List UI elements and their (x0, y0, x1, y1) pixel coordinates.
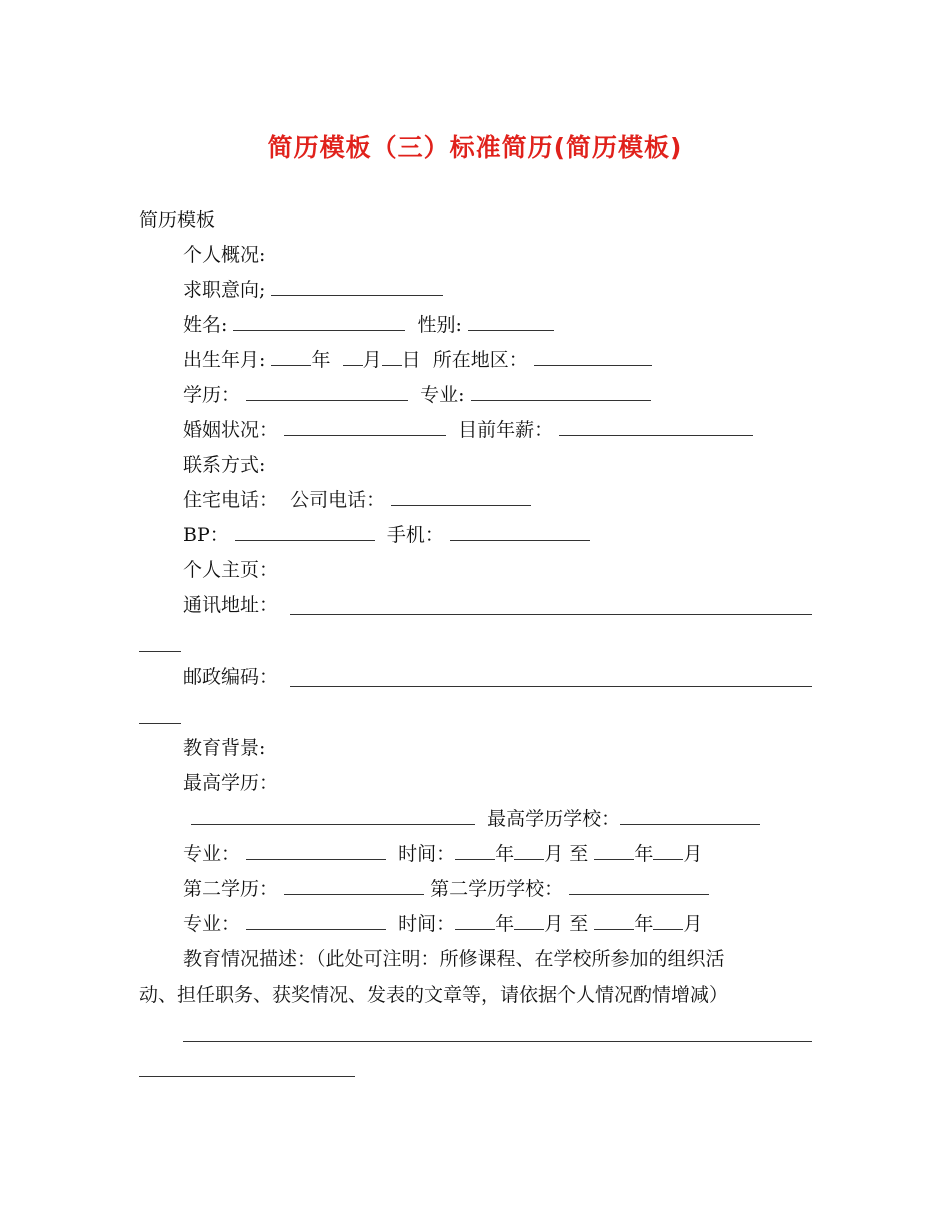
region-label: 所在地区： (432, 349, 528, 371)
start-month-blank-2[interactable] (514, 911, 544, 930)
highest-school-label: 最高学历学校： (487, 808, 621, 830)
degree-label: 学历： (183, 384, 241, 406)
second-degree-blank[interactable] (284, 876, 424, 895)
start-year-unit-2: 年 (495, 913, 515, 935)
office-phone-label: 公司电话： (290, 489, 386, 511)
edu-description-line-2: 动、担任职务、获奖情况、发表的文章等，请依据个人情况酌情增减） (139, 984, 729, 1006)
birth-label: 出生年月: (183, 349, 266, 371)
start-year-blank-1[interactable] (455, 841, 495, 860)
marital-label: 婚姻状况： (183, 419, 279, 441)
highest-degree-label: 最高学历： (183, 772, 279, 794)
job-intent-row (183, 277, 443, 303)
start-year-blank-2[interactable] (455, 911, 495, 930)
to-word-1: 至 (569, 843, 589, 865)
gender-label: 性别: (417, 314, 462, 336)
edu-major-label-1: 专业： (183, 843, 241, 865)
second-school-blank[interactable] (569, 876, 709, 895)
time-label-1: 时间： (398, 843, 456, 865)
birth-year-blank[interactable] (271, 347, 311, 366)
mobile-blank[interactable] (450, 522, 590, 541)
bp-blank[interactable] (235, 522, 375, 541)
postcode-label: 邮政编码： (183, 666, 279, 688)
edu-major-label-2: 专业： (183, 913, 241, 935)
birth-day-blank[interactable] (382, 347, 402, 366)
marital-salary-row (183, 417, 753, 443)
address-label: 通讯地址： (183, 594, 279, 616)
name-gender-row (183, 312, 554, 338)
postcode-blank-continued[interactable] (139, 723, 181, 724)
major-blank[interactable] (471, 382, 651, 401)
major-time-row-1 (183, 841, 702, 867)
address-blank-continued[interactable] (139, 651, 181, 652)
end-month-blank-2[interactable] (653, 911, 683, 930)
degree-blank[interactable] (246, 382, 408, 401)
start-year-unit-1: 年 (495, 843, 515, 865)
salary-blank[interactable] (559, 417, 753, 436)
end-month-unit-1: 月 (683, 843, 703, 865)
edu-description-blank-continued[interactable] (139, 1076, 355, 1077)
resume-heading: 简历模板 (139, 209, 216, 231)
address-blank[interactable] (290, 614, 812, 615)
region-blank[interactable] (534, 347, 652, 366)
major-label: 专业: (420, 384, 465, 406)
end-month-unit-2: 月 (683, 913, 703, 935)
end-year-blank-2[interactable] (594, 911, 634, 930)
second-school-label: 第二学历学校： (430, 878, 564, 900)
bp-label: BP： (183, 524, 229, 546)
section-contact: 联系方式: (183, 454, 266, 476)
job-intent-blank[interactable] (271, 277, 443, 296)
gender-blank[interactable] (468, 312, 554, 331)
edu-description-line-1: 教育情况描述：（此处可注明：所修课程、在学校所参加的组织活 (183, 948, 725, 970)
end-month-blank-1[interactable] (653, 841, 683, 860)
start-month-unit-2: 月 (544, 913, 564, 935)
name-label: 姓名: (183, 314, 228, 336)
edu-description-blank[interactable] (183, 1041, 812, 1042)
bp-mobile-row (183, 522, 590, 548)
salary-label: 目前年薪： (458, 419, 554, 441)
end-year-blank-1[interactable] (594, 841, 634, 860)
second-degree-row (183, 876, 709, 902)
postcode-blank[interactable] (290, 686, 812, 687)
phone-row (183, 487, 531, 513)
birth-month-blank[interactable] (343, 347, 363, 366)
highest-degree-blank[interactable] (191, 806, 475, 825)
edu-major-blank-2[interactable] (246, 911, 386, 930)
end-year-unit-2: 年 (634, 913, 654, 935)
job-intent-label: 求职意向; (183, 279, 266, 301)
start-month-unit-1: 月 (544, 843, 564, 865)
document-title: 简历模板（三）标准简历(简历模板) (267, 133, 683, 162)
homepage-label: 个人主页： (183, 559, 279, 581)
section-personal: 个人概况: (183, 244, 266, 266)
birth-month-unit: 月 (362, 349, 382, 371)
section-education: 教育背景: (183, 737, 266, 759)
end-year-unit-1: 年 (634, 843, 654, 865)
mobile-label: 手机： (386, 524, 444, 546)
second-degree-label: 第二学历： (183, 878, 279, 900)
edu-major-blank-1[interactable] (246, 841, 386, 860)
highest-school-row (191, 806, 760, 832)
birth-day-unit: 日 (401, 349, 421, 371)
name-blank[interactable] (233, 312, 405, 331)
office-phone-blank[interactable] (391, 487, 531, 506)
degree-major-row (183, 382, 651, 408)
highest-school-blank[interactable] (620, 806, 760, 825)
marital-blank[interactable] (284, 417, 446, 436)
home-phone-label: 住宅电话： (183, 489, 279, 511)
to-word-2: 至 (569, 913, 589, 935)
birth-year-unit: 年 (311, 349, 331, 371)
major-time-row-2 (183, 911, 702, 937)
start-month-blank-1[interactable] (514, 841, 544, 860)
birth-region-row (183, 347, 652, 373)
time-label-2: 时间： (398, 913, 456, 935)
